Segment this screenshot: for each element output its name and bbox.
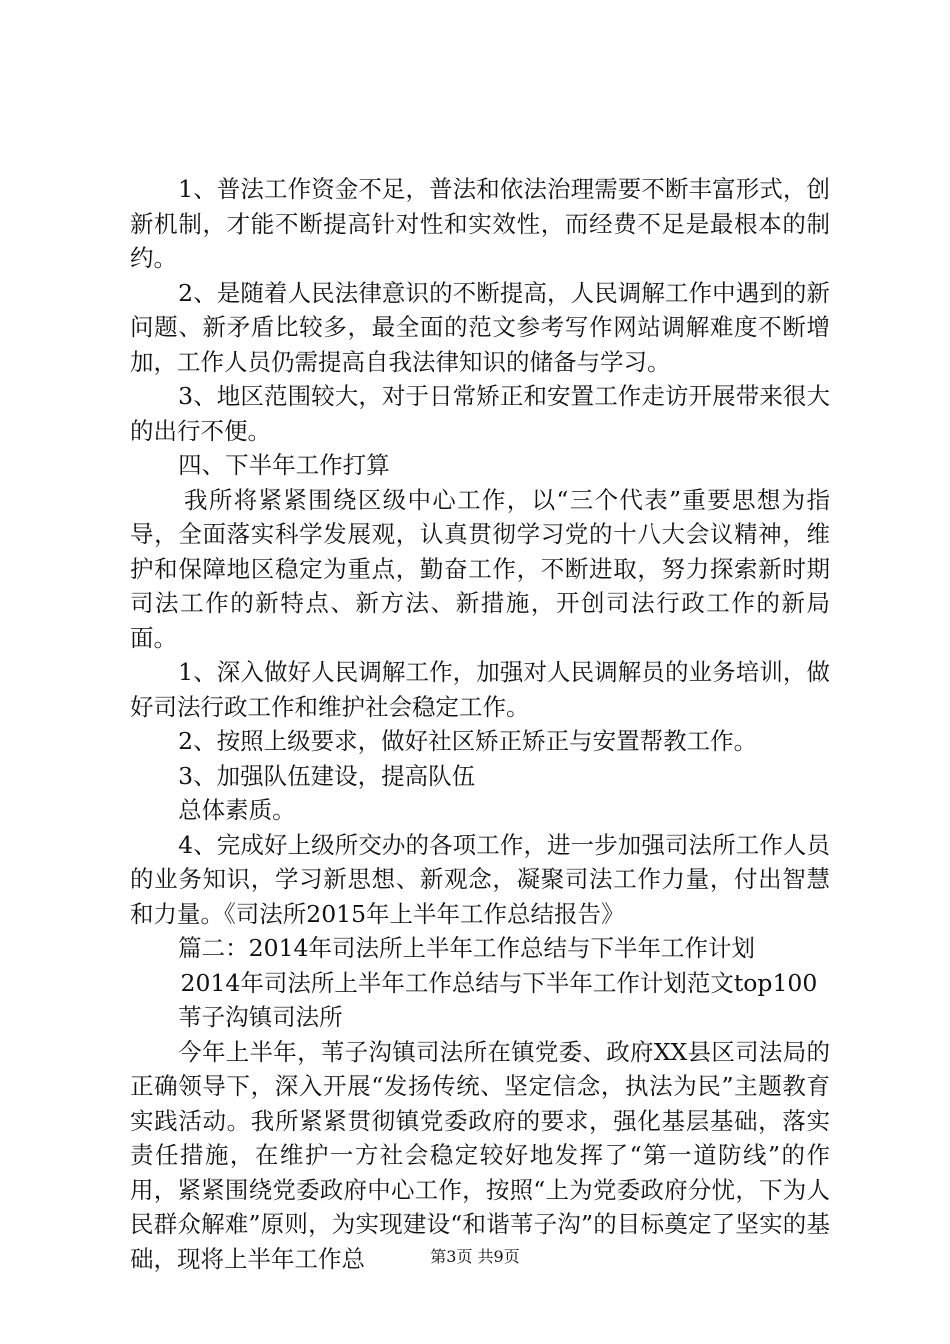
organization-name: 苇子沟镇司法所 [178,1003,343,1031]
paragraph: 我所将紧紧围绕区级中心工作，以“三个代表”重要思想为指导，全面落实科学发展观，认真贯彻学习党的十八大会议精神，维护和保障地区稳定为重点，勤奋工作，不断进取，努力探索新时期司法工作的新特点、新方法、新措施，开创司法行政工作的新局面。 [130,485,830,652]
section-heading: 四、下半年工作打算 [178,451,390,479]
paragraph: 1、普法工作资金不足，普法和依法治理需要不断丰富形式，创新机制，才能不断提高针对性和实效性，而经费不足是最根本的制约。 [130,175,830,272]
paragraph: 1、深入做好人民调解工作，加强对人民调解员的业务培训，做好司法行政工作和维护社会稳定工作。 [130,658,830,721]
document-body [130,172,830,1276]
page-number-footer: 第3页 共9页 [430,1247,520,1266]
paragraph: 总体素质。 [178,796,296,824]
paragraph: 4、完成好上级所交办的各项工作，进一步加强司法所工作人员的业务知识，学习新思想、新观念，凝聚司法工作力量，付出智慧和力量。《司法所2015年上半年工作总结报告》 [130,830,830,928]
paragraph: 今年上半年，苇子沟镇司法所在镇党委、政府XX县区司法局的正确领导下，深入开展“发扬传统、坚定信念，执法为民”主题教育实践活动。我所紧紧贯彻镇党委政府的要求，强化基层基础，落实责任措施，在维护一方社会稳定较好地发挥了“第一道防线”的作用，紧紧围绕党委政府中心工作，按照“上为党委政府分忧，下为人民群众解难”原则，为实现建设“和谐苇子沟”的目标奠定了坚实的基础，现将上半年工作总 [130,1037,830,1273]
paragraph: 2、是随着人民法律意识的不断提高，人民调解工作中遇到的新问题、新矛盾比较多，最全面的范文参考写作网站调解难度不断增加，工作人员仍需提高自我法律知识的储备与学习。 [130,278,830,376]
paragraph: 3、地区范围较大，对于日常矫正和安置工作走访开展带来很大的出行不便。 [130,382,830,445]
paragraph: 2、按照上级要求，做好社区矫正矫正与安置帮教工作。 [178,727,758,755]
article-title: 篇二：2014年司法所上半年工作总结与下半年工作计划 [178,934,755,962]
paragraph: 3、加强队伍建设，提高队伍 [178,761,476,790]
article-subtitle: 2014年司法所上半年工作总结与下半年工作计划范文top100 [180,968,818,997]
